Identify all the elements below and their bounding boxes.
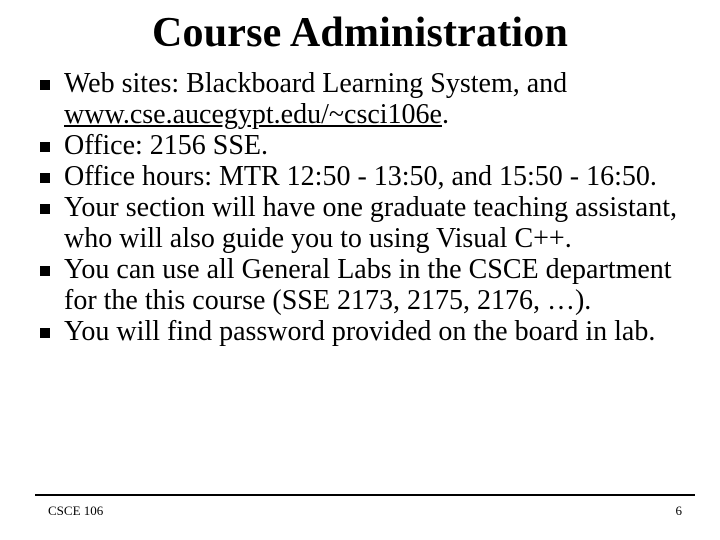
footer-course-label: CSCE 106 [48, 503, 104, 518]
footer-divider [35, 494, 695, 496]
bullet-item-web-sites [40, 68, 710, 130]
bullet-item-teaching-assistant [40, 192, 710, 254]
web-sites-suffix: . [441, 99, 449, 130]
square-bullet-icon [40, 266, 50, 276]
square-bullet-icon [40, 173, 50, 183]
bullet-item-office-hours [40, 161, 710, 192]
labs-text: You can use all General Labs in the CSCE department for the this course (SSE 2173, 2175, 2176, …). [64, 254, 672, 316]
square-bullet-icon [40, 80, 50, 90]
bullet-item-labs [40, 254, 710, 316]
square-bullet-icon [40, 204, 50, 214]
teaching-assistant-text: Your section will have one graduate teaching assistant, who will also guide you to using Visual C++. [64, 192, 678, 254]
footer-page-number: 6 [675, 503, 682, 518]
bullet-item-password [40, 316, 710, 347]
bullet-item-office [40, 130, 710, 161]
square-bullet-icon [40, 142, 50, 152]
bullet-list [40, 68, 710, 347]
password-text: You will find password provided on the board in lab. [64, 316, 656, 347]
course-website-link[interactable]: www.cse.aucegypt.edu/~csci106e [64, 99, 442, 130]
slide-title: Course Administration [151, 10, 569, 56]
square-bullet-icon [40, 328, 50, 338]
office-hours-text: Office hours: MTR 12:50 - 13:50, and 15:50 - 16:50. [64, 161, 657, 192]
web-sites-text: Web sites: Blackboard Learning System, and [64, 68, 568, 99]
office-text: Office: 2156 SSE. [64, 130, 269, 161]
